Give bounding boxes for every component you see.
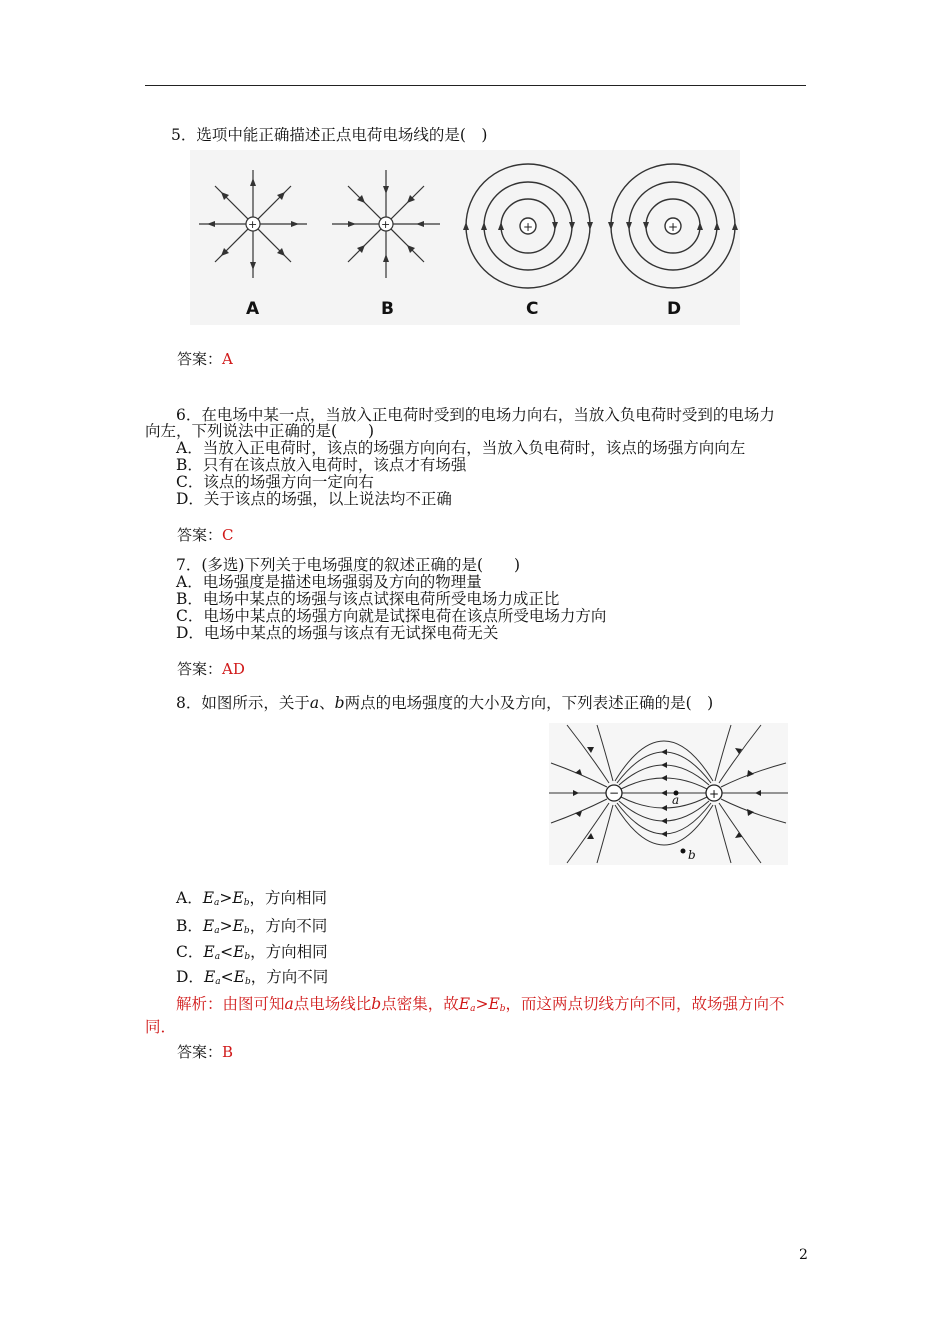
q8-option-c	[176, 944, 328, 966]
q6-stem-line1: 6．在电场中某一点，当放入正电荷时受到的电场力向右，当放入负电荷时受到的电场力	[176, 406, 775, 424]
negative-charge-sign: −	[609, 786, 620, 800]
q8-stem-prefix: 8．如图所示，关于	[176, 694, 310, 712]
analysis-text: 点电场线比	[293, 995, 372, 1013]
answer-label: 答案：	[177, 526, 223, 544]
field-e: E	[202, 917, 215, 935]
option-tail: ，方向不同	[249, 917, 328, 935]
q5-option-c-label: C	[526, 299, 539, 319]
q5-answer	[177, 348, 233, 369]
analysis-a: a	[284, 995, 294, 1013]
option-tail: ，方向相同	[250, 943, 328, 961]
field-e: E	[232, 889, 244, 907]
q5-option-d-label: D	[667, 299, 682, 319]
relation: <	[220, 968, 234, 986]
q5-option-b-label: B	[381, 299, 394, 319]
q7-stem: 7．(多选)下列关于电场强度的叙述正确的是( )	[176, 556, 521, 574]
field-e: E	[202, 889, 215, 907]
sub-b: b	[244, 952, 251, 962]
q8-option-a	[176, 890, 327, 912]
q8-analysis-line2: 同．	[145, 1018, 177, 1036]
option-letter: C．	[176, 943, 204, 961]
sub-a: a	[470, 1004, 476, 1014]
option-letter: D．	[176, 968, 204, 986]
analysis-text: ，而这两点切线方向不同，故场强方向不	[505, 995, 785, 1013]
svg-text:+: +	[668, 220, 679, 234]
q5-option-a-label: A	[246, 299, 260, 319]
q8-analysis-line1	[176, 996, 785, 1018]
field-e: E	[458, 995, 471, 1013]
option-letter: A．	[176, 889, 203, 907]
point-a-label: a	[672, 793, 680, 807]
q8-option-b	[176, 918, 327, 940]
q8-stem-a: a	[309, 694, 320, 712]
option-tail: ，方向不同	[250, 968, 329, 986]
analysis-b: b	[371, 995, 382, 1013]
q7-option-b: B．电场中某点的场强与该点试探电荷所受电场力成正比	[176, 590, 560, 608]
sub-a: a	[215, 977, 221, 987]
field-e: E	[488, 995, 500, 1013]
field-e: E	[233, 943, 245, 961]
q6-stem-line2: 向左，下列说法中正确的是( )	[145, 422, 375, 440]
q8-stem-sep: 、	[319, 694, 335, 712]
answer-value: C	[222, 526, 234, 544]
analysis-label: 解析：	[176, 995, 223, 1013]
q6-option-d: D．关于该点的场强，以上说法均不正确	[176, 490, 452, 508]
q7-option-a: A．电场强度是描述电场强弱及方向的物理量	[176, 573, 482, 591]
q6-option-a: A．当放入正电荷时，该点的场强方向向右，当放入负电荷时，该点的场强方向向左	[176, 439, 746, 457]
positive-charge-sign: +	[709, 787, 720, 801]
q6-answer	[177, 524, 234, 545]
field-e: E	[203, 943, 215, 961]
sub-b: b	[499, 1004, 506, 1014]
relation: >	[475, 995, 489, 1013]
analysis-text: 点密集，故	[381, 995, 459, 1013]
field-e: E	[232, 917, 244, 935]
option-letter: B．	[176, 917, 203, 935]
q7-option-c: C．电场中某点的场强方向就是试探电荷在该点所受电场力方向	[176, 607, 607, 625]
q5-stem: 5．选项中能正确描述正点电荷电场线的是( )	[171, 126, 488, 144]
sub-b: b	[244, 977, 251, 987]
q8-stem	[176, 695, 713, 712]
q6-option-b: B．只有在该点放入电荷时，该点才有场强	[176, 456, 467, 474]
sub-a: a	[214, 926, 220, 936]
svg-text:+: +	[248, 218, 258, 231]
sub-b: b	[243, 926, 250, 936]
sub-a: a	[214, 898, 220, 908]
q8-option-d	[176, 969, 328, 991]
q7-answer	[177, 658, 245, 679]
answer-value: AD	[222, 660, 245, 678]
point-b-label: b	[688, 848, 696, 862]
q5-figure	[190, 150, 740, 325]
q8-stem-b: b	[334, 694, 345, 712]
answer-label: 答案：	[177, 660, 223, 678]
field-e: E	[233, 968, 245, 986]
answer-label: 答案：	[177, 1043, 223, 1061]
svg-text:+: +	[523, 220, 534, 234]
answer-value: B	[222, 1043, 234, 1061]
q8-answer	[177, 1041, 233, 1062]
svg-text:+: +	[381, 218, 391, 231]
q7-option-d: D．电场中某点的场强与该点有无试探电荷无关	[176, 624, 499, 642]
q8-figure	[549, 723, 788, 865]
relation: <	[220, 943, 234, 961]
field-e: E	[203, 968, 216, 986]
analysis-text: 由图可知	[222, 995, 285, 1013]
relation: >	[219, 889, 233, 907]
option-tail: ，方向相同	[249, 889, 328, 907]
q8-stem-suffix: 两点的电场强度的大小及方向，下列表述正确的是( )	[344, 694, 714, 712]
q6-option-c: C．该点的场强方向一定向右	[176, 473, 374, 491]
sub-b: b	[243, 898, 250, 908]
sub-a: a	[214, 952, 221, 962]
answer-label: 答案：	[177, 350, 223, 368]
page-number: 2	[799, 1247, 808, 1263]
relation: >	[219, 917, 233, 935]
header-rule	[145, 85, 806, 86]
answer-value: A	[222, 350, 233, 368]
